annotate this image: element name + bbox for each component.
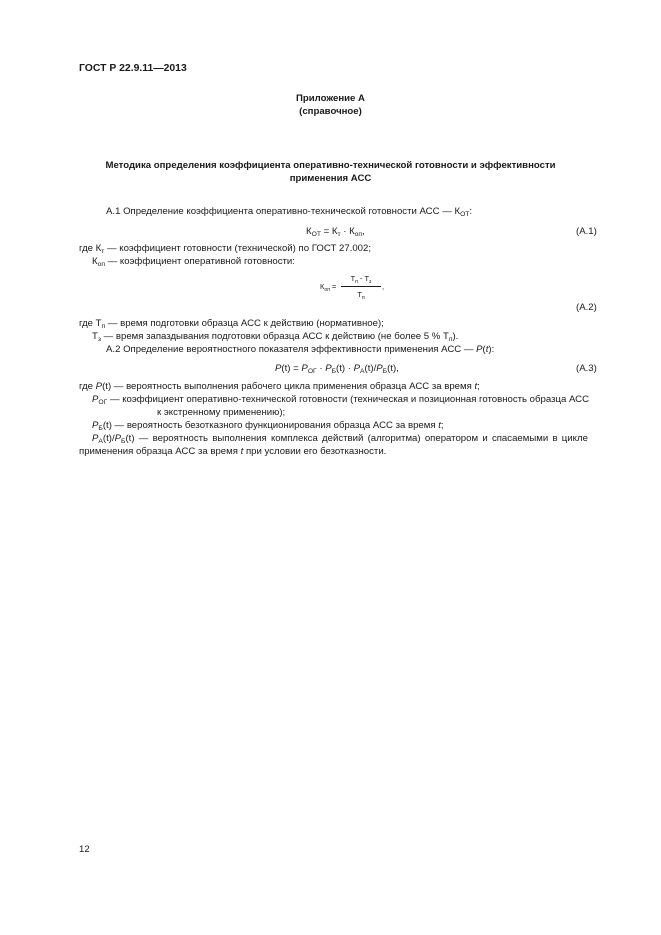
where-pa-tvar: t [240,446,244,457]
where-pt-p: P [95,381,103,392]
eq-a1-lhs: К [306,226,312,237]
where-tp-text: — время подготовки образца АСС к действию (нормативное); [105,318,384,329]
where-tz-tail-sub: п [448,336,453,343]
where-kt [79,243,371,254]
eq-a2-den-sub: п [361,295,365,301]
eq-a3-b1: Б [331,368,337,375]
where-pa-line2 [79,446,386,457]
clause-a1 [106,206,472,217]
equation-a2-number: (А.2) [576,302,597,313]
eq-a2-minus: - Т [357,274,370,283]
appendix-subtitle: (справочное) [299,106,362,117]
where-kop [92,256,295,267]
clause-a1-text: А.1 Определение коэффициента оперативно-технической готовности АСС — К [106,206,461,217]
where-pb-text: — вероятность безотказного функционирования образца АСС за время [111,420,439,431]
where-pa-t2: (t) [125,433,135,444]
where-pa-t1: (t)/ [102,433,115,444]
eq-a3-t3: (t)/ [364,363,377,374]
where-pa-line1 [92,433,588,444]
eq-a3-p3: P [325,363,332,374]
where-pb-t: (t) [102,420,112,431]
eq-a1-eq: = К [320,226,338,237]
where-pt-text: — вероятность выполнения рабочего цикла применения образца АСС за время [111,381,475,392]
where-pb-tvar: t [438,420,441,431]
where-kop-lead: К [92,256,98,267]
where-pa-text1: — вероятность выполнения комплекса действий (алгоритма) оператором и спасаемыми в цикле [134,433,588,444]
where-pb-end: ; [440,420,444,431]
eq-a3-a: А [360,368,365,375]
where-pog-line1 [92,394,589,405]
where-pa-sub: А [98,438,103,445]
eq-a2-lhs-sub: оп [324,287,330,293]
eq-a2-lhs-k: К [320,282,325,291]
eq-a2-fraction-bar [341,286,381,287]
eq-a2-end: , [382,282,385,291]
where-pb-p: P [92,420,99,431]
where-pa-text2b: при условии его безотказности. [243,446,387,457]
clause-a2-p: P [476,344,483,355]
clause-a2-open: ( [482,344,486,355]
where-pt-tvar: t [474,381,478,392]
where-pa-p2: P [114,433,122,444]
eq-a2-num-sub2: з [369,279,372,285]
eq-a3-t4: (t), [387,363,399,374]
equation-a3 [275,363,399,374]
section-title-line2: применения АСС [289,173,372,184]
where-pa-p: P [92,433,99,444]
where-kt-lead: где К [79,243,102,254]
where-tz-sub: з [97,336,101,343]
document-code: ГОСТ Р 22.9.11—2013 [79,63,187,74]
eq-a1-dot: · К [340,226,355,237]
appendix-title: Приложение А [296,93,365,104]
clause-a2-text: А.2 Определение вероятностного показателя эффективности применения АСС — [106,344,477,355]
where-pog-p: P [92,394,99,405]
eq-a3-t1: (t) = [281,363,302,374]
where-kop-sub: оп [97,261,105,268]
where-tp [79,318,384,329]
equation-a3-number: (А.3) [576,363,597,374]
where-kt-sub: т [101,248,105,255]
eq-a2-num-t: Т [350,274,356,283]
where-tz-tail: ). [452,331,459,342]
eq-a3-p4: P [353,363,361,374]
where-pb [92,420,444,431]
where-pog-sub: ОГ [98,399,108,406]
eq-a2-num-sub: п [355,279,358,285]
clause-a2 [106,344,494,355]
where-pt-end: ; [477,381,480,392]
eq-a3-og: ОГ [307,368,317,375]
clause-a2-close: ): [488,344,495,355]
where-tz-text: — время запаздывания подготовки образца АСС к действию (не более 5 % Т [100,331,449,342]
where-tp-sub: п [101,323,106,330]
where-tz [92,331,458,342]
where-pog-text1: — коэффициент оперативно-технической готовности (техническая и позиционная готовность образца АСС [107,394,590,405]
eq-a1-end: , [362,226,365,237]
where-kt-text: — коэффициент готовности (технической) по ГОСТ 27.002; [104,243,371,254]
eq-a1-op-sub: оп [354,231,363,238]
equation-a1 [306,226,365,237]
where-tz-lead: Т [92,331,98,342]
equation-a1-number: (А.1) [576,226,597,237]
where-pog-line2: к экстренному применению); [157,407,286,418]
eq-a3-b2: Б [382,368,388,375]
eq-a2-numerator [340,274,382,283]
eq-a3-p2: P [301,363,308,374]
eq-a1-lhs-sub: ОТ [311,231,321,238]
where-pt-t: (t) [102,381,112,392]
clause-a1-end: : [469,206,473,217]
clause-a2-t: t [485,344,489,355]
where-pa-sub2: Б [121,438,126,445]
where-pb-sub: Б [98,425,103,432]
where-kop-text: — коэффициент оперативной готовности: [104,256,295,267]
eq-a1-t-sub: т [337,231,341,238]
eq-a2-lhs [320,282,336,291]
where-tp-lead: где Т [79,318,102,329]
where-pt-lead: где [79,381,96,392]
page-number: 12 [79,844,90,855]
eq-a3-p1: P [275,363,282,374]
section-title-line1: Методика определения коэффициента оперативно-технической готовности и эффективности [105,160,556,171]
eq-a2-den-t: Т [357,290,362,299]
eq-a3-p5: P [376,363,383,374]
clause-a1-sub: ОТ [460,211,470,218]
where-pa-text2a: применения образца АСС за время [79,446,241,457]
eq-a3-d1: · [316,363,326,374]
eq-a2-eq: = [330,282,337,291]
eq-a2-denominator [340,290,382,299]
where-pt [79,381,480,392]
eq-a3-t2: (t) · [336,363,354,374]
